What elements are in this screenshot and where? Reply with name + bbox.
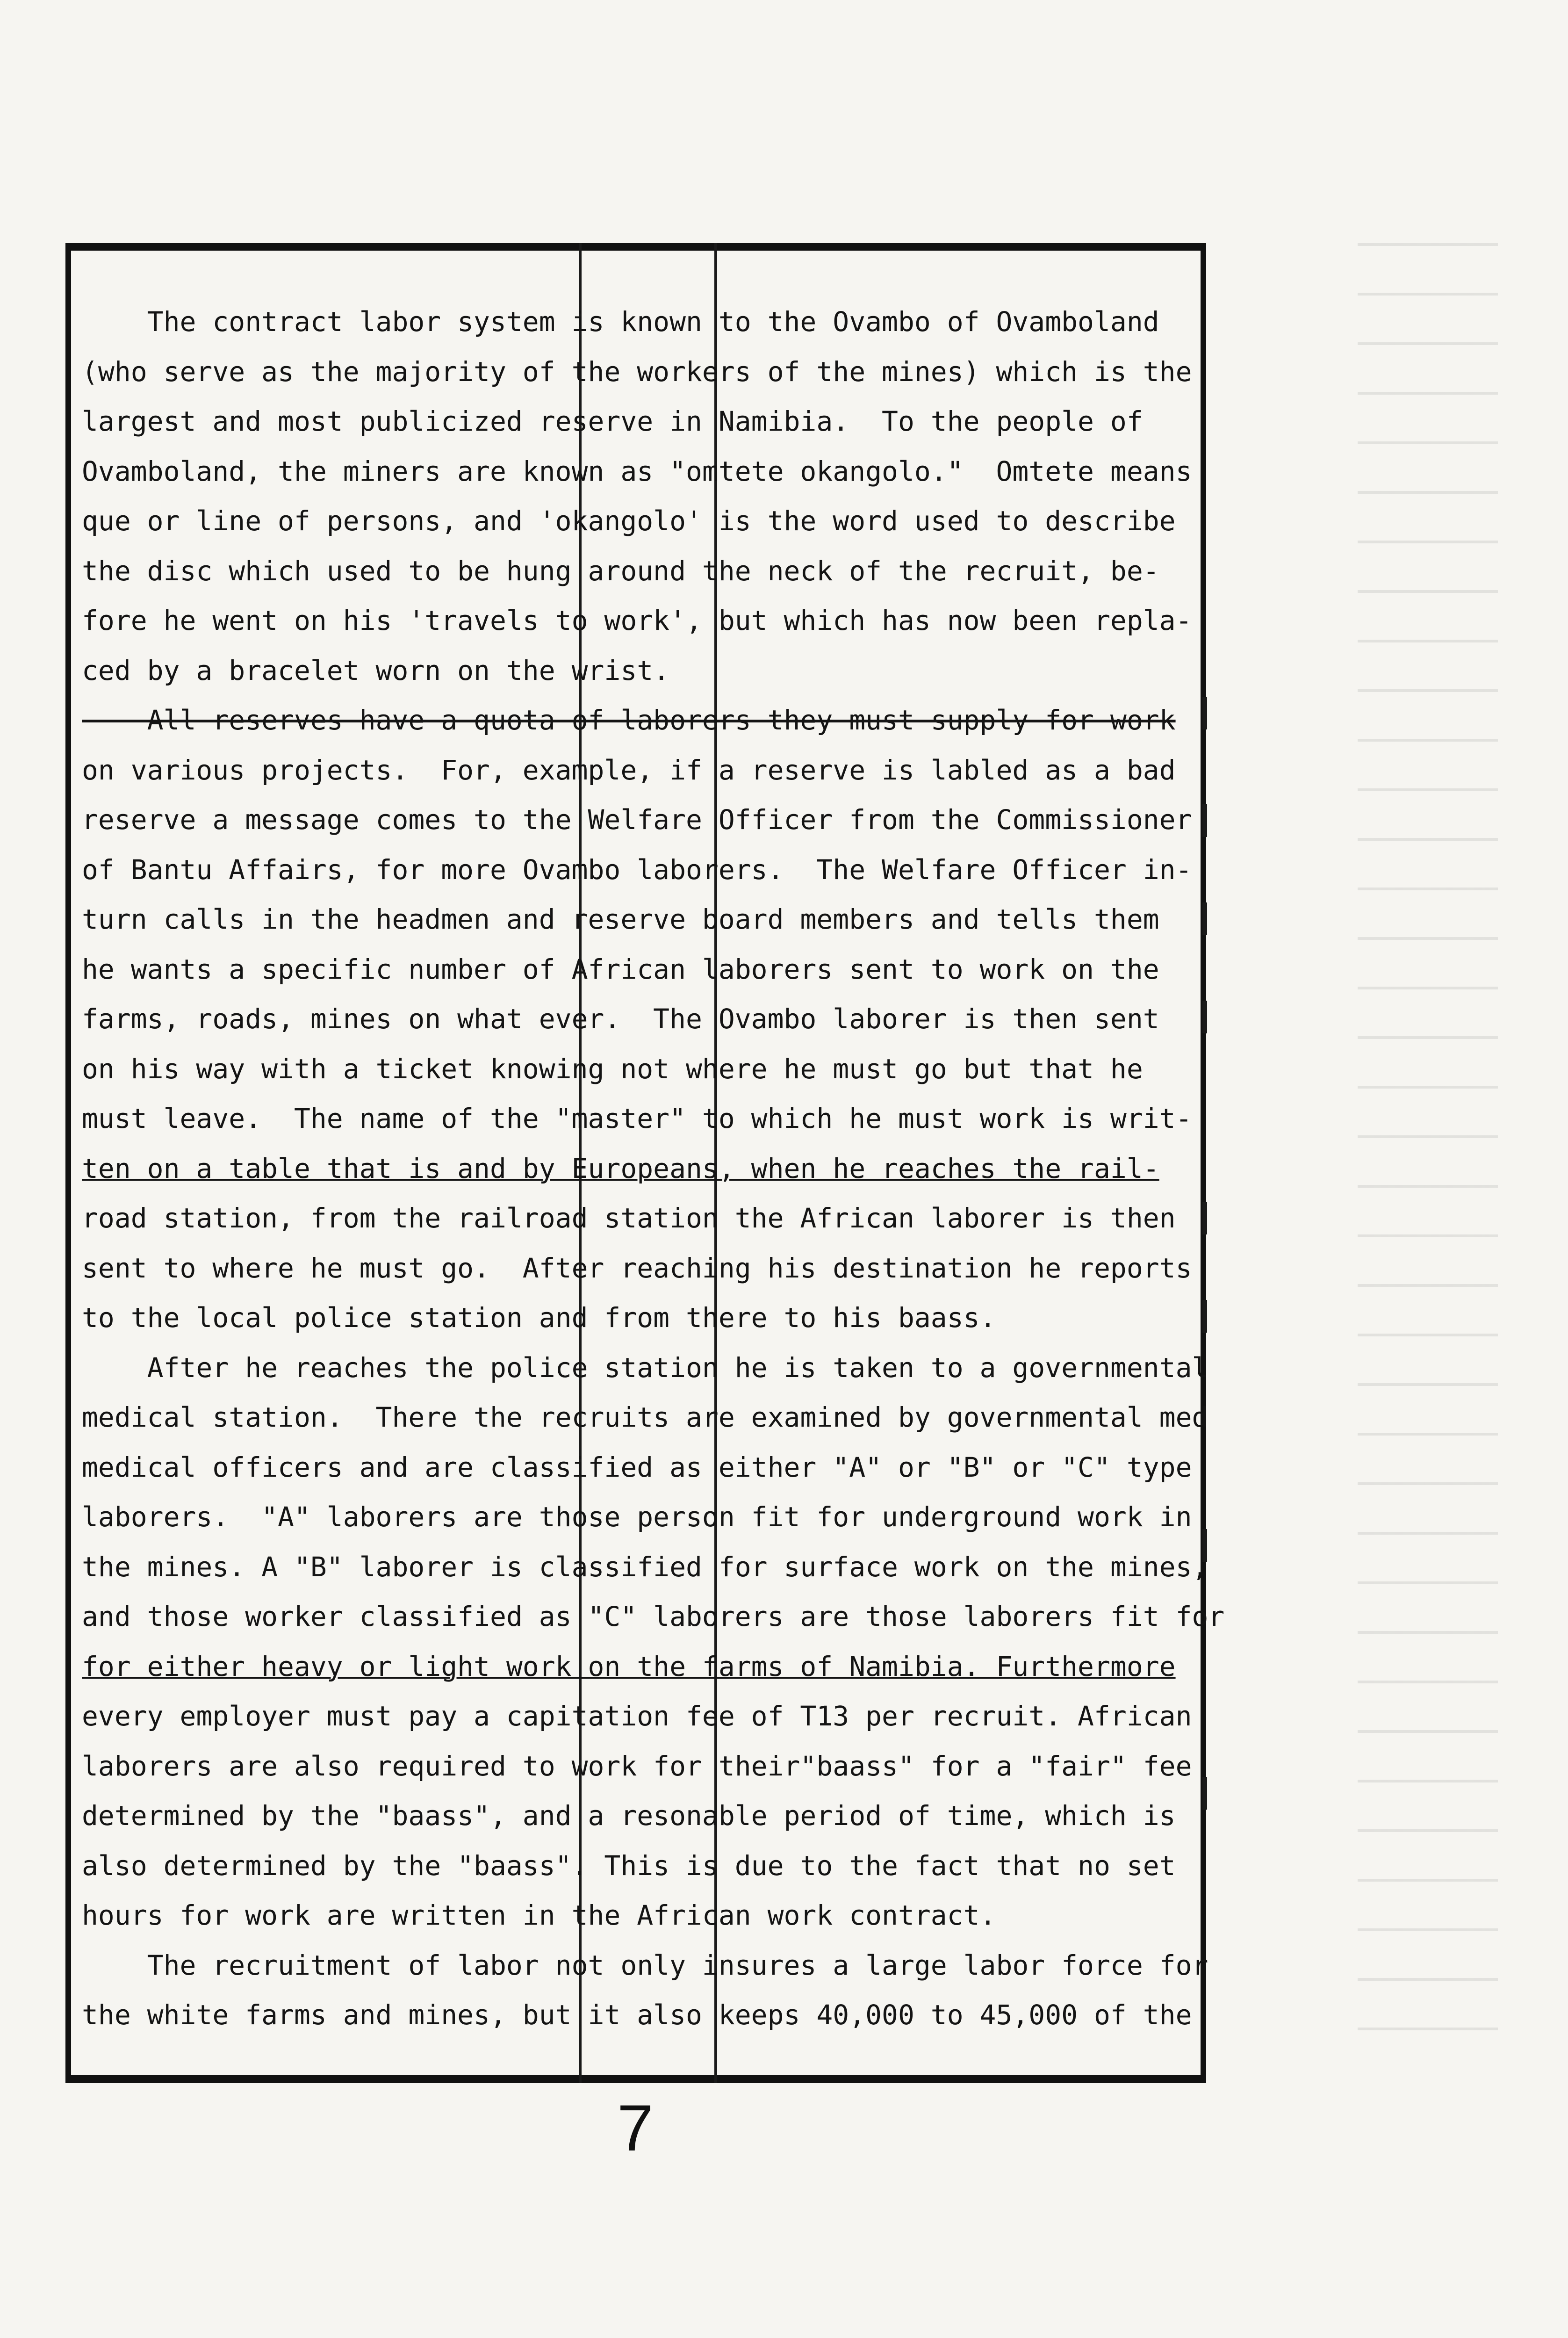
text-line: and those worker classified as "C" laborers are those laborers fit for xyxy=(82,1601,1225,1632)
text-line: every employer must pay a capitation fee of T13 per recruit. African xyxy=(82,1700,1192,1732)
text-line: After he reaches the police station he is taken to a governmental xyxy=(82,1351,1208,1384)
text-line: on various projects. For, example, if a reserve is labled as a bad xyxy=(82,754,1176,786)
text-line: turn calls in the headmen and reserve board members and tells them xyxy=(82,903,1159,935)
text-line: ten on a table that is and by Europeans, when he reaches the rail- xyxy=(82,1152,1159,1184)
text-line: ced by a bracelet worn on the wrist. xyxy=(82,654,670,686)
text-line: medical station. There the recruits are examined by governmental med xyxy=(82,1401,1208,1433)
text-line: (who serve as the majority of the workers of the mines) which is the xyxy=(82,355,1192,388)
text-line: determined by the "baass", and a resonable period of time, which is xyxy=(82,1800,1176,1832)
text-line: the mines. A "B" laborer is classified for surface work on the mines, xyxy=(82,1551,1208,1583)
body-text xyxy=(82,297,1225,2040)
text-line: laborers. "A" laborers are those person fit for underground work in xyxy=(82,1501,1192,1533)
text-line: que or line of persons, and 'okangolo' is the word used to describe xyxy=(82,505,1176,537)
text-line: road station, from the railroad station the African laborer is then xyxy=(82,1202,1176,1234)
text-line: the disc which used to be hung around the neck of the recruit, be- xyxy=(82,555,1159,587)
text-line: The recruitment of labor not only insures a large labor force for xyxy=(82,1949,1208,1981)
text-line: Ovamboland, the miners are known as "omtete okangolo." Omtete means xyxy=(82,455,1192,487)
text-line: laborers are also required to work for their"baass" for a "fair" fee xyxy=(82,1750,1192,1782)
text-line: medical officers and are classified as either "A" or "B" or "C" type xyxy=(82,1451,1192,1483)
text-line: must leave. The name of the "master" to which he must work is writ- xyxy=(82,1103,1192,1134)
text-line: All reserves have a quota of laborers they must supply for work xyxy=(82,704,1176,736)
text-line: largest and most publicized reserve in Namibia. To the people of xyxy=(82,405,1143,437)
text-line: on his way with a ticket knowing not where he must go but that he xyxy=(82,1053,1143,1085)
text-line: also determined by the "baass". This is due to the fact that no set xyxy=(82,1849,1176,1882)
text-line: farms, roads, mines on what ever. The Ovambo laborer is then sent xyxy=(82,1003,1159,1035)
text-line: the white farms and mines, but it also keeps 40,000 to 45,000 of the xyxy=(82,1999,1192,2031)
page-number: 7 xyxy=(617,2091,654,2165)
text-line: fore he went on his 'travels to work', but which has now been repla- xyxy=(82,605,1192,636)
text-line: The contract labor system is known to the Ovambo of Ovamboland xyxy=(82,306,1159,338)
text-line: hours for work are written in the African work contract. xyxy=(82,1899,996,1931)
bleed-through-shadow xyxy=(1358,243,1498,2067)
text-line: of Bantu Affairs, for more Ovambo laborers. The Welfare Officer in- xyxy=(82,853,1192,886)
text-line: for either heavy or light work on the farms of Namibia. Furthermore xyxy=(82,1650,1176,1682)
text-line: he wants a specific number of African laborers sent to work on the xyxy=(82,953,1159,985)
text-line: sent to where he must go. After reaching his destination he reports xyxy=(82,1252,1192,1284)
text-line: reserve a message comes to the Welfare Officer from the Commissioner xyxy=(82,804,1192,836)
text-line: to the local police station and from there to his baass. xyxy=(82,1302,996,1334)
